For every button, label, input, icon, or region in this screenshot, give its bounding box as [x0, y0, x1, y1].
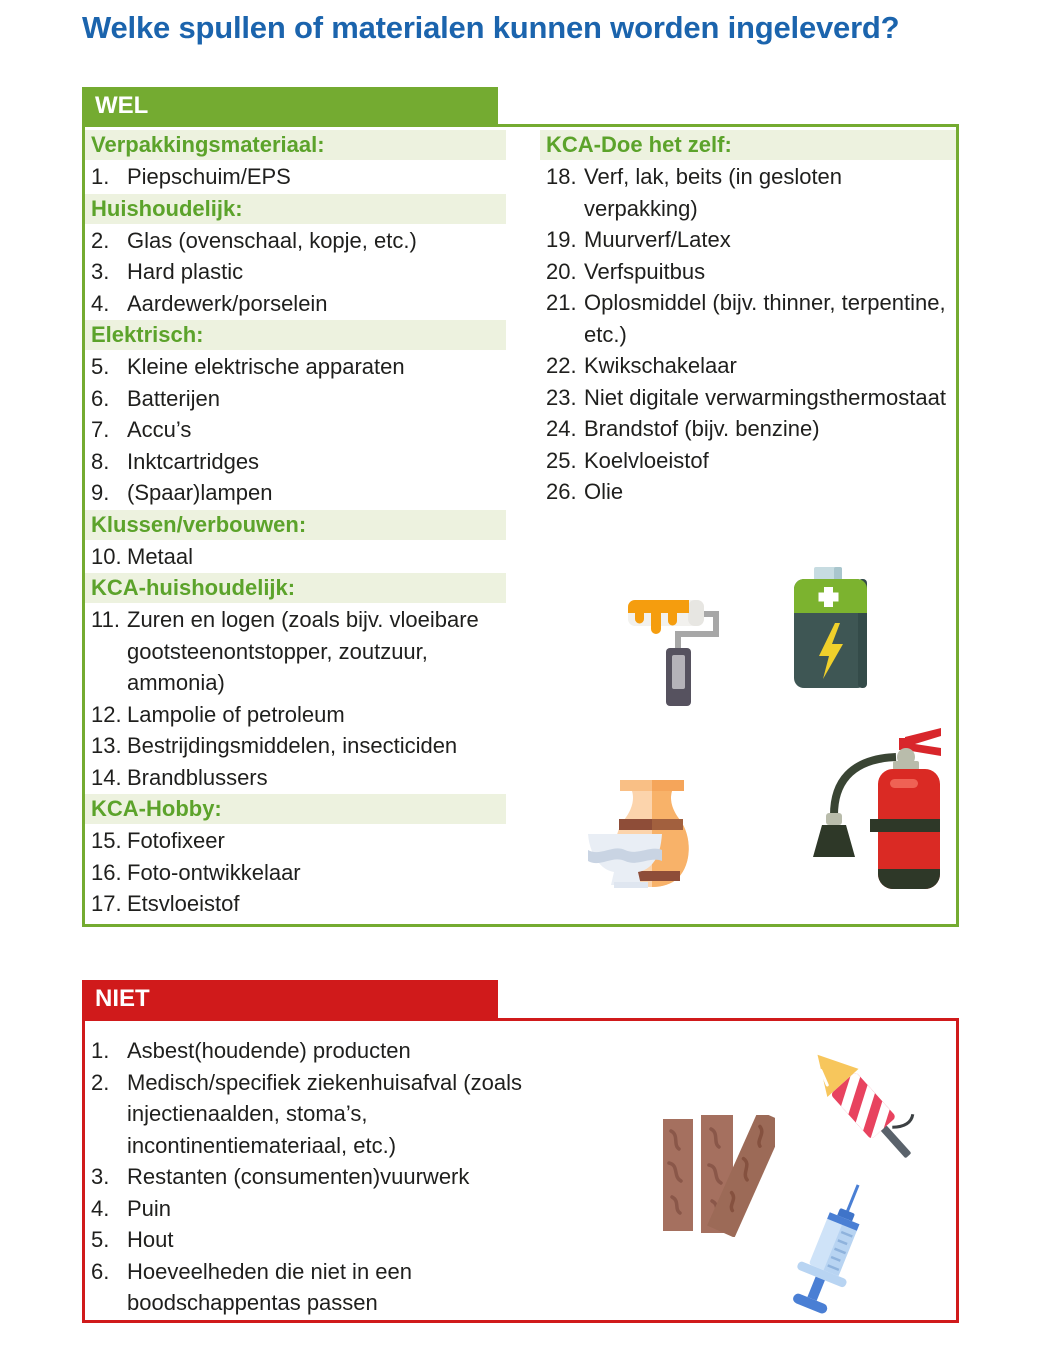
wel-section-box: [82, 124, 959, 927]
list-item: [85, 351, 506, 383]
category-header: [85, 573, 506, 603]
item-text: Muurverf/Latex: [584, 227, 731, 252]
item-text: Klussen/verbouwen:: [91, 511, 307, 537]
item-text: Huishoudelijk:: [91, 195, 243, 221]
item-text: Inktcartridges: [127, 448, 260, 474]
list-item: [85, 414, 506, 446]
item-text: Accu’s: [127, 417, 192, 442]
list-item: [540, 445, 956, 477]
niet-list: [85, 1035, 555, 1319]
item-number: 1.: [91, 164, 110, 189]
item-text: Restanten (consumenten)vuurwerk: [127, 1164, 470, 1189]
fire-extinguisher-icon: [800, 727, 945, 897]
list-item: [85, 857, 506, 889]
category-header: [85, 510, 506, 540]
item-number: 16.: [91, 859, 122, 885]
item-number: 22.: [546, 353, 577, 378]
list-item: [540, 224, 956, 256]
item-number: 5.: [91, 1227, 110, 1252]
category-header: [85, 794, 506, 824]
item-number: 4.: [91, 290, 110, 316]
item-number: 2.: [91, 1069, 110, 1095]
item-number: 5.: [91, 354, 110, 379]
item-text: KCA-Doe het zelf:: [546, 132, 732, 157]
item-number: 15.: [91, 828, 122, 853]
item-text: Kwikschakelaar: [584, 353, 737, 378]
category-header: [540, 130, 956, 160]
item-number: 17.: [91, 891, 122, 916]
wel-section-banner: [82, 87, 498, 124]
item-number: 25.: [546, 447, 577, 473]
item-number: 14.: [91, 764, 122, 790]
item-number: 24.: [546, 416, 577, 441]
list-item: [540, 382, 956, 414]
item-text: Brandstof (bijv. benzine): [584, 416, 820, 441]
list-item: [85, 1161, 555, 1193]
list-item: [85, 888, 506, 920]
item-text: Aardewerk/porselein: [127, 290, 328, 316]
item-text: Kleine elektrische apparaten: [127, 354, 405, 379]
item-number: 9.: [91, 480, 110, 505]
item-number: 13.: [91, 733, 122, 758]
list-item: [85, 825, 506, 857]
item-text: Lampolie of petroleum: [127, 701, 345, 727]
item-text: KCA-huishoudelijk:: [91, 575, 296, 600]
item-text: Batterijen: [127, 385, 220, 411]
list-item: [85, 1224, 555, 1256]
wel-left-column: [85, 129, 506, 920]
list-item: [85, 541, 506, 573]
list-item: [85, 1193, 555, 1225]
item-number: 1.: [91, 1038, 110, 1063]
item-text: Glas (ovenschaal, kopje, etc.): [127, 227, 417, 253]
item-text: Piepschuim/EPS: [127, 164, 291, 189]
item-text: Medisch/specifiek ziekenhuisafval (zoals injectienaalden, stoma’s, incontinentiemateriaal, etc.): [127, 1069, 522, 1158]
list-item: [85, 256, 506, 288]
list-item: [85, 1256, 555, 1319]
item-number: 4.: [91, 1195, 110, 1221]
item-text: Verpakkingsmateriaal:: [91, 132, 325, 157]
item-text: Hard plastic: [127, 259, 244, 284]
list-item: [540, 161, 956, 224]
wel-right-column: [540, 129, 956, 508]
item-number: 21.: [546, 290, 577, 315]
item-text: Fotofixeer: [127, 828, 225, 853]
item-number: 2.: [91, 227, 110, 253]
list-item: [85, 161, 506, 193]
item-number: 11.: [91, 607, 120, 632]
category-header: [85, 130, 506, 160]
item-text: Bestrijdingsmiddelen, insecticiden: [127, 733, 458, 758]
list-item: [85, 1035, 555, 1067]
battery-icon: [788, 567, 873, 688]
list-item: [540, 256, 956, 288]
syringe-icon: [773, 1180, 893, 1315]
item-text: Zuren en logen (zoals bijv. vloeibare gootsteenontstopper, zoutzuur, ammonia): [127, 607, 479, 695]
item-text: (Spaar)lampen: [127, 480, 273, 505]
list-item: [85, 383, 506, 415]
item-number: 10.: [91, 543, 122, 569]
page-title: Welke spullen of materialen kunnen worden ingeleverd?: [82, 10, 900, 45]
niet-section-banner: [82, 980, 498, 1018]
item-text: Hoeveelheden die niet in een boodschappentas passen: [127, 1258, 413, 1315]
list-item: [85, 730, 506, 762]
list-item: [85, 477, 506, 509]
list-item: [85, 225, 506, 257]
item-text: Metaal: [127, 543, 194, 569]
list-item: [85, 446, 506, 478]
firework-rocket-icon: [798, 1048, 925, 1170]
vase-icon: [588, 772, 710, 905]
item-number: 19.: [546, 227, 577, 252]
item-text: Olie: [584, 479, 624, 504]
list-item: [85, 762, 506, 794]
item-text: Foto-ontwikkelaar: [127, 859, 301, 885]
item-number: 3.: [91, 259, 110, 284]
item-text: Elektrisch:: [91, 322, 204, 347]
list-item: [85, 1067, 555, 1162]
niet-label: NIET: [95, 985, 150, 1012]
wood-planks-icon: [663, 1115, 775, 1237]
item-text: Etsvloeistof: [127, 891, 240, 916]
list-item: [540, 476, 956, 508]
list-item: [85, 699, 506, 731]
item-text: Asbest(houdende) producten: [127, 1038, 411, 1063]
item-number: 6.: [91, 1258, 110, 1284]
item-text: Hout: [127, 1227, 174, 1252]
wel-label: WEL: [95, 91, 149, 119]
item-text: Koelvloeistof: [584, 447, 709, 473]
item-text: KCA-Hobby:: [91, 796, 222, 821]
category-header: [85, 320, 506, 350]
item-text: Verfspuitbus: [584, 258, 706, 284]
item-number: 23.: [546, 384, 577, 410]
list-item: [85, 288, 506, 320]
item-number: 8.: [91, 448, 110, 474]
item-number: 7.: [91, 417, 110, 442]
item-text: Verf, lak, beits (in gesloten verpakking): [584, 164, 843, 221]
list-item: [85, 604, 506, 699]
item-text: Puin: [127, 1195, 172, 1221]
item-text: Niet digitale verwarmingsthermostaat: [584, 384, 946, 410]
paint-roller-icon: [628, 594, 728, 716]
item-number: 6.: [91, 385, 110, 411]
item-number: 20.: [546, 258, 577, 284]
item-number: 12.: [91, 701, 122, 727]
item-number: 18.: [546, 164, 577, 189]
item-number: 3.: [91, 1164, 110, 1189]
list-item: [540, 287, 956, 350]
category-header: [85, 194, 506, 224]
item-text: Oplosmiddel (bijv. thinner, terpentine, etc.): [584, 290, 946, 347]
item-text: Brandblussers: [127, 764, 268, 790]
list-item: [540, 350, 956, 382]
list-item: [540, 413, 956, 445]
niet-section-box: [82, 1018, 959, 1323]
item-number: 26.: [546, 479, 577, 504]
